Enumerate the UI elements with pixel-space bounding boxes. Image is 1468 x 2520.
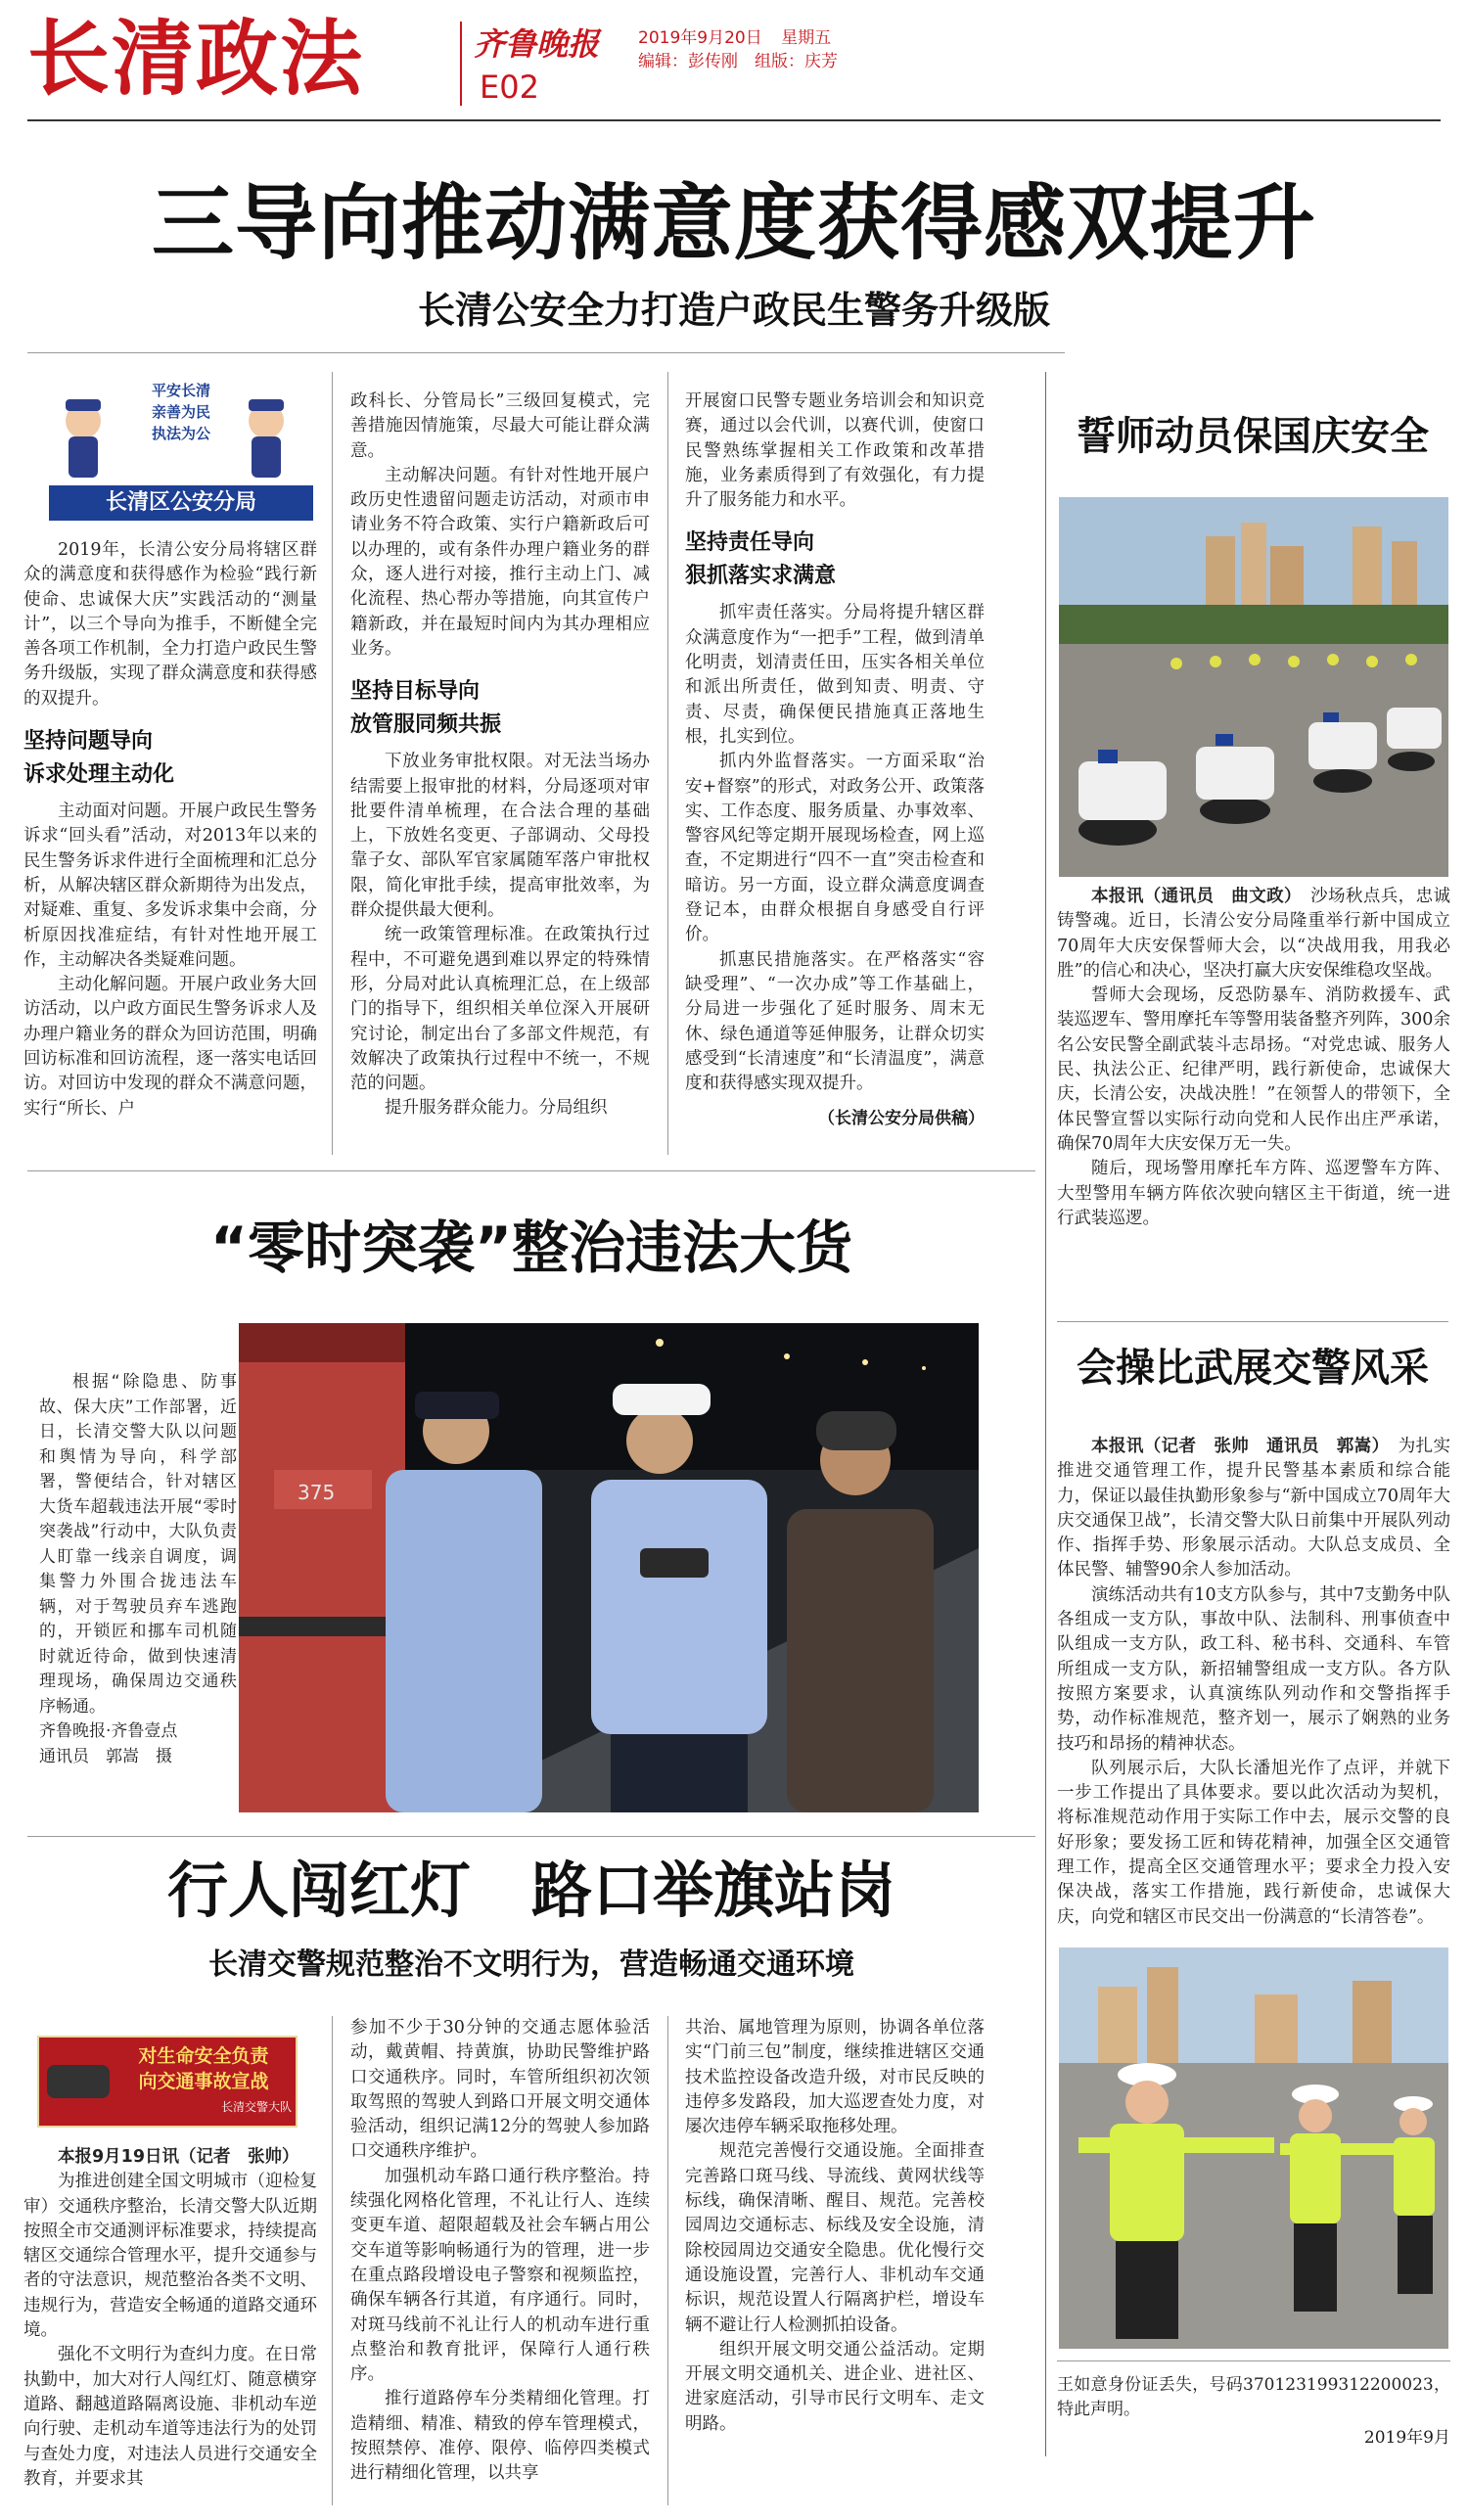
- lead-headline: 三导向推动满意度获得感双提升: [151, 175, 1316, 271]
- night-inspection-photo: [239, 1323, 979, 1812]
- issue-date: [638, 23, 831, 48]
- middle-headline: “零时突袭”整治违法大货: [209, 1214, 853, 1281]
- lead-col2-para2: 主动解决问题。有针对性地开展户政历史性遗留问题走访活动，对顽市申请业务不符合政策、实行户籍新政后可以办理的，或有条件办理户籍业务的群众，逐人进行对接，推行主动上门、减化流程、热心帮办等措施，向其宣传户籍新政，并在最短时间内为其办理相应业务。: [350, 465, 650, 659]
- lead-column-1: [23, 538, 317, 1122]
- bottom-col3-para1: 共治、属地管理为原则，协调各单位落实“门前三包”制度，继续推进辖区交通技术监控设备改造升级，对市民反映的违停多发路段，加大巡逻查处力度，对屡次违停车辆采取拖移处理。: [685, 2018, 985, 2137]
- lead-subhead-3a: 坚持责任导向: [685, 530, 815, 556]
- editor-line: 编辑：彭传刚 组版：庆芳: [638, 52, 838, 71]
- lead-col-divider-1: [332, 372, 333, 1155]
- right-column-divider: [1045, 372, 1046, 2456]
- right-top-para1: 沙场秋点兵，忠诚铸警魂。近日，长清公安分局隆重举行新中国成立70周年大庆安保誓师大会，以“决战用我，用我必胜”的信心和决心，坚决打赢大庆安保维稳攻坚战。: [1057, 887, 1451, 981]
- right-top-body: [1057, 885, 1450, 1231]
- right-mid-lead: 本报讯（记者 张帅 通讯员 郭嵩）: [1091, 1437, 1381, 1456]
- bottom-col-divider-1: [332, 2016, 333, 2505]
- notice-date: 2019年9月: [1363, 2427, 1450, 2448]
- lead-column-3: [685, 389, 985, 1128]
- masthead-rule: [27, 119, 1441, 121]
- bottom-col2-para3: 推行道路停车分类精细化管理。打造精细、精准、精致的停车管理模式，按照禁停、准停、限停、临停四类模式进行精细化管理，以共享: [350, 2389, 650, 2484]
- logo-line1: 平安长清: [151, 382, 210, 399]
- bottom-col2-para2: 加强机动车路口通行秩序整治。持续强化网格化管理，不礼让行人、连续变更车道、超限超载及社会车辆占用公交车道等影响畅通行为的管理，进一步在重点路段增设电子警察和视频监控，确保车辆各行其道，有序通行。同时，对斑马线前不礼让行人的机动车进行重点整治和教育批评，保障行人通行秩序。: [350, 2166, 650, 2385]
- lead-intro: 2019年，长清公安分局将辖区群众的满意度和获得感作为检验“践行新使命、忠诚保大庆”实践活动的“测量计”，以三个导向为推手，不断健全完善各项工作机制，全力打造户政民生警务升级版，实现了群众满意度和获得感的双提升。: [23, 540, 317, 709]
- lead-subhead-1b: 诉求处理主动化: [23, 762, 175, 788]
- right-mid-headline: 会操比武展交警风采: [1077, 1346, 1429, 1391]
- paper-name-logo: 齐鲁晚报: [474, 25, 600, 63]
- lead-col2-para5: 提升服务群众能力。分局组织: [385, 1098, 608, 1119]
- bottom-column-3: [685, 2016, 985, 2437]
- lead-col1-para2: 主动化解问题。开展户政业务大回访活动，以户政方面民生警务诉求人及办理户籍业务的群众为回访范围，明确回访标准和回访流程，逐一落实电话回访。对回访中发现的群众不满意问题，实行“所长、户: [23, 975, 317, 1119]
- right-mid-para2: 演练活动共有10支方队参与，其中7支勤务中队各组成一支方队，事故中队、法制科、刑事侦查中队组成一支方队，政工科、秘书科、交通科、车管所组成一支方队，新招辅警组成一支方队。各方队按照方案要求，认真演练队列动作和交警指挥手势，动作标准规范，整齐划一，展示了娴熟的业务技巧和昂扬的精神状态。: [1057, 1584, 1450, 1754]
- middle-caption: 根据“除隐患、防事故、保大庆”工作部署，近日，长清交警大队以问题和舆情为导向，科学部署，警便结合，针对辖区大货车超载违法开展“零时突袭战”行动中，大队负责人盯靠一线亲自调度，调集警力外围合拢违法车辆，对于驾驶员弃车逃跑的，开锁匠和挪车司机随时就近待命，做到快速清理现场，确保周边交通秩序畅通。: [39, 1372, 237, 1717]
- logo-line2: 亲善为民: [151, 403, 210, 421]
- bottom-column-1: [23, 2145, 317, 2492]
- page-number: E02: [480, 69, 539, 106]
- right-mid-body: [1057, 1435, 1450, 1930]
- truck-plate-text: 375: [298, 1481, 336, 1504]
- middle-credit-line1: 齐鲁晚报·齐鲁壹点: [39, 1721, 178, 1741]
- lead-col1-para1: 主动面对问题。开展户政民生警务诉求“回头看”活动，对2013年以来的民生警务诉求件进行全面梳理和汇总分析，从解决辖区群众新期待为出发点，对疑难、重复、多发诉求集中会商，分析原因找准症结，有针对性地开展工作，主动解决各类疑难问题。: [23, 802, 317, 970]
- bottom-lead: 本报9月19日讯（记者 张帅）: [58, 2147, 299, 2167]
- lead-column-2: [350, 389, 650, 1122]
- middle-rule: [27, 1170, 1035, 1171]
- section-title: 长清政法: [27, 11, 365, 107]
- banner-line3: 长清交警大队: [220, 2100, 292, 2114]
- police-logo: [49, 376, 313, 523]
- right-top-lead: 本报讯（通讯员 曲文政）: [1091, 887, 1294, 906]
- lead-col3-para4: 抓惠民措施落实。在严格落实“容缺受理”、“一次办成”等工作基础上，分局进一步强化了延时服务、周末无休、绿色通道等延伸服务，让群众切实感受到“长清速度”和“长清温度”，满意度和获得感实现双提升。: [685, 949, 985, 1094]
- masthead-divider: [460, 22, 462, 106]
- weekday: 星期五: [781, 28, 832, 48]
- bottom-col1-para1: 为推进创建全国文明城市（迎检复审）交通秩序整治，长清交警大队近期按照全市交通测评标准要求，持续提高辖区交通综合管理水平，提升交通参与者的守法意识，规范整治各类不文明、违规行为，营造安全畅通的道路交通环境。: [23, 2172, 317, 2341]
- logo-unit: 长清区公安分局: [105, 490, 256, 515]
- date: 2019年9月20日: [638, 28, 762, 48]
- logo-line3: 执法为公: [151, 425, 210, 442]
- traffic-police-drill-photo: [1059, 1947, 1448, 2349]
- lead-subhead-1a: 坚持问题导向: [23, 729, 154, 755]
- lead-subheadline: 长清公安全力打造户政民生警务升级版: [417, 289, 1050, 332]
- right-top-para2: 誓师大会现场，反恐防暴车、消防救援车、武装巡逻车、警用摩托车等警用装备整齐列阵，300余名公安民警全副武装斗志昂扬。“对党忠诚、服务人民、执法公正、纪律严明，践行新使命，忠诚保大庆，长清公安，决战决胜！”在领誓人的带领下，全体民警宣誓以实际行动向党和人民作出庄严承诺，确保70周年大庆安保万无一失。: [1057, 985, 1450, 1154]
- banner-car-icon: [47, 2065, 110, 2098]
- notice-text: 王如意身份证丢失，号码370123199312200023，特此声明。: [1057, 2375, 1450, 2420]
- lead-credit: （长清公安分局供稿）: [818, 1109, 985, 1129]
- bottom-col1-para2: 强化不文明行为查纠力度。在日常执勤中，加大对行人闯红灯、随意横穿道路、翻越道路隔离设施、非机动车逆向行驶、走机动车道等违法行为的处罚与查处力度，对违法人员进行交通安全教育，并要求其: [23, 2345, 317, 2489]
- lead-col3-para2: 抓牢责任落实。分局将提升辖区群众满意度作为“一把手”工程，做到清单化明责，划清责任田，压实各相关单位和派出所责任，做到知责、明责、守责、尽责，确保便民措施真正落地生根，扎实到位。: [685, 603, 985, 747]
- lead-subhead-3b: 狠抓落实求满意: [685, 564, 837, 589]
- middle-credit-line2: 通讯员 郭嵩 摄: [39, 1746, 172, 1766]
- notice-box: [1057, 2360, 1450, 2448]
- bottom-col3-para2: 规范完善慢行交通设施。全面排查完善路口斑马线、导流线、黄网状线等标线，确保清晰、醒目、规范。完善校园周边交通标志、标线及安全设施，清除校园周边交通安全隐患。优化慢行交通设施设置，完善行人、非机动车交通标识，规范设置人行隔离护栏，增设车辆不避让行人检测抓拍设备。: [685, 2141, 985, 2335]
- right-mid-rule: [1057, 1321, 1448, 1322]
- lead-col-divider-2: [667, 372, 668, 1155]
- right-top-headline: 誓师动员保国庆安全: [1077, 414, 1429, 459]
- right-mid-para1: 为扎实推进交通管理工作，提升民警基本素质和综合能力，保证以最佳执勤形象参与“新中国成立70周年大庆交通保卫战”，长清交警大队日前集中开展队列动作、指挥手势、形象展示活动。大队总支成员、全体民警、辅警90余人参加活动。: [1057, 1437, 1451, 1581]
- lead-col2-para1: 政科长、分管局长”三级回复模式，完善措施因情施策，尽最大可能让群众满意。: [350, 391, 650, 461]
- banner-line2: 向交通事故宣战: [138, 2071, 269, 2092]
- lead-col3-para1: 开展窗口民警专题业务培训会和知识竞赛，通过以会代训，以赛代训，使窗口民警熟练掌握相关工作政策和改革措施，业务素质得到了有效强化，有力提升了服务能力和水平。: [685, 391, 985, 511]
- lead-rule: [27, 352, 1065, 353]
- lead-subhead-2a: 坚持目标导向: [350, 679, 481, 705]
- rally-photo: [1059, 497, 1448, 877]
- banner-line1: 对生命安全负责: [138, 2045, 269, 2067]
- bottom-col-divider-2: [667, 2016, 668, 2505]
- lead-subhead-2b: 放管服同频共振: [350, 712, 502, 738]
- lead-col2-para3: 下放业务审批权限。对无法当场办结需要上报审批的材料，分局逐项对审批要件清单梳理，在合法合理的基础上，下放姓名变更、子部调动、父母投靠子女、部队军官家属随军落户审批权限，简化审批手续，提高审批效率，为群众提供最大便利。: [350, 752, 650, 921]
- lead-col2-para4: 统一政策管理标准。在政策执行过程中，不可避免遇到难以界定的特殊情形，分局对此认真梳理汇总，在上级部门的指导下，组织相关单位深入开展研究讨论，制定出台了多部文件规范，有效解决了政策执行过程中不统一，不规范的问题。: [350, 925, 650, 1094]
- bottom-col2-para1: 参加不少于30分钟的交通志愿体验活动，戴黄帽、持黄旗，协助民警维护路口交通秩序。同时，车管所组织初次领取驾照的驾驶人到路口开展文明交通体验活动，组织记满12分的驾驶人参加路口交通秩序维护。: [350, 2018, 650, 2162]
- lead-col3-para3: 抓内外监督落实。一方面采取“治安+督察”的形式，对政务公开、政策落实、工作态度、服务质量、办事效率、警容风纪等定期开展现场检查，网上巡查，不定期进行“四不一直”突击检查和暗访。另一方面，设立群众满意度调查登记本，由群众根据自身感受自行评价。: [685, 752, 985, 945]
- bottom-subheadline: 长清交警规范整治不文明行为，营造畅通交通环境: [208, 1947, 854, 1982]
- bottom-col3-para3: 组织开展文明交通公益活动。定期开展文明交通机关、进企业、进社区、进家庭活动，引导市民行文明车、走文明路。: [685, 2339, 985, 2434]
- right-mid-para3: 队列展示后，大队长潘旭光作了点评，并就下一步工作提出了具体要求。要以此次活动为契机，将标准规范动作用于实际工作中去，展示交警的良好形象；要发扬工匠和铸花精神，加强全区交通管理工作，提高全区交通管理水平；要求全力投入安保决战，落实工作措施，践行新使命，忠诚保大庆，向党和辖区市民交出一份满意的“长清答卷”。: [1057, 1758, 1450, 1927]
- right-top-para3: 随后，现场警用摩托车方阵、巡逻警车方阵、大型警用车辆方阵依次驶向辖区主干街道，统一进行武装巡逻。: [1057, 1159, 1450, 1228]
- safety-banner: [37, 2036, 298, 2128]
- bottom-column-2: [350, 2016, 650, 2487]
- bottom-rule: [27, 1836, 1035, 1837]
- middle-caption-box: [39, 1370, 237, 1769]
- bottom-headline: 行人闯红灯 路口举旗站岗: [166, 1855, 895, 1926]
